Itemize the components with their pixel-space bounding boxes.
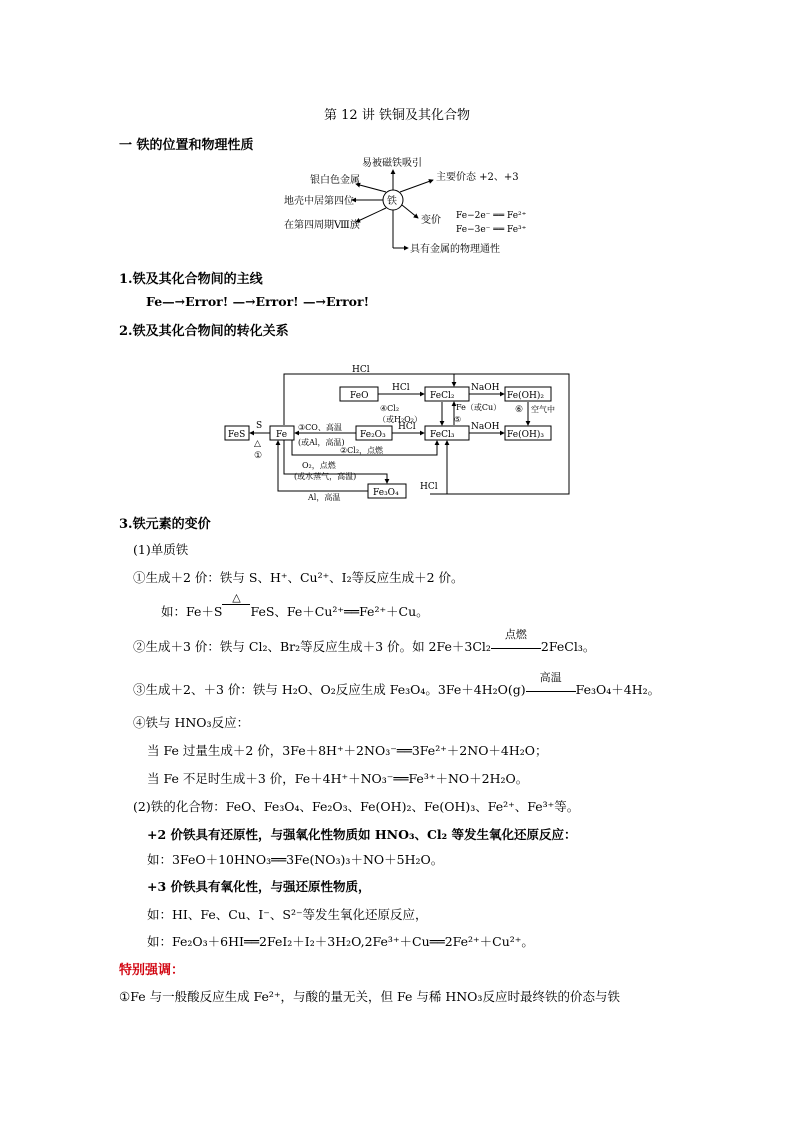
mm-eq1: Fe−2e⁻ ══ Fe²⁺	[456, 211, 527, 221]
mm-right-top: 主要价态 +2、+3	[436, 172, 519, 183]
line-9: +2 价铁具有还原性，与强氧化性物质如 HNO₃、Cl₂ 等发生氧化还原反应：	[147, 827, 577, 842]
d-al: Al，高温	[308, 493, 341, 502]
line-10: 如：3FeO＋10HNO₃══3Fe(NO₃)₃＋NO＋5H₂O。	[147, 852, 444, 867]
d-tri: △	[254, 439, 261, 449]
d-r2: ②Cl₂，点燃	[340, 446, 384, 455]
mm-top: 易被磁铁吸引	[362, 158, 422, 169]
line-3: ②生成＋3 价：铁与 Cl₂、Br₂等反应生成＋3 价。如 2Fe＋3Cl₂ 点燃 2FeCl₃。	[133, 628, 596, 654]
d-air: 空气中	[531, 405, 555, 414]
d-r4b: （或H₂O₂）	[378, 415, 422, 424]
d-hcl2: HCl	[398, 422, 416, 432]
line-4: ③生成＋2、＋3 价：铁与 H₂O、O₂反应生成 Fe₃O₄。3Fe＋4H₂O(g) 高温 Fe₃O₄＋4H₂。	[133, 671, 661, 697]
line-6: 当 Fe 过量生成＋2 价，3Fe＋8H⁺＋2NO₃⁻══3Fe²⁺＋2NO＋4H₂O；	[147, 743, 548, 758]
d-hcl-top: HCl	[352, 365, 370, 375]
d-fecl3: FeCl₃	[430, 430, 455, 440]
line-13: 如：Fe₂O₃＋6HI══2FeI₂＋I₂＋3H₂O,2Fe³⁺＋Cu══2Fe²⁺＋Cu²⁺。	[147, 934, 534, 949]
line-11: +3 价铁具有氧化性，与强还原性物质，	[147, 879, 371, 894]
d-fes: FeS	[228, 430, 246, 440]
d-o2a: O₂，点燃	[302, 461, 336, 470]
d-r3b: (或Al，高温)	[298, 438, 345, 447]
d-r6: ⑥	[515, 405, 524, 415]
mm-valence: 变价	[421, 215, 441, 226]
mainline-text: Fe—→Error! —→Error! —→Error!	[146, 294, 370, 309]
d-s: S	[256, 421, 263, 431]
mm-eq2: Fe−3e⁻ ══ Fe³⁺	[456, 225, 527, 235]
d-fe2o3: Fe₂O₃	[360, 430, 386, 440]
d-feo: FeO	[350, 391, 369, 401]
d-hcl3: HCl	[420, 482, 438, 492]
d-hcl1: HCl	[392, 383, 410, 393]
line-5: ④铁与 HNO₃反应：	[133, 715, 250, 730]
d-r5: Fe（或Cu）	[456, 403, 502, 412]
d-fecl2: FeCl₂	[430, 391, 455, 401]
mm-left-bottom: 在第四周期Ⅷ族	[284, 220, 360, 231]
d-r3a: ③CO、高温	[298, 423, 342, 432]
mm-left-top: 银白色金属	[310, 175, 360, 186]
heading-mainline: 1.铁及其化合物间的主线	[119, 272, 263, 287]
heading-conversion: 2.铁及其化合物间的转化关系	[119, 324, 289, 339]
d-fe: Fe	[276, 430, 288, 440]
line-14: ①Fe 与一般酸反应生成 Fe²⁺，与酸的量无关，但 Fe 与稀 HNO₃反应时最终铁的价态与铁	[119, 989, 620, 1004]
conversion-diagram	[222, 362, 574, 502]
para-element: (1)单质铁	[133, 542, 189, 557]
d-c1: ①	[254, 451, 263, 461]
line-1: ①生成＋2 价：铁与 S、H⁺、Cu²⁺、I₂等反应生成＋2 价。	[133, 570, 464, 585]
line-12: 如：HI、Fe、Cu、I⁻、S²⁻等发生氧化还原反应，	[147, 907, 428, 922]
d-naoh2: NaOH	[471, 422, 500, 432]
d-feoh3: Fe(OH)₃	[507, 430, 544, 440]
d-fe3o4: Fe₃O₄	[373, 488, 399, 498]
d-c5: ⑤	[454, 415, 462, 424]
line-8: (2)铁的化合物：FeO、Fe₃O₄、Fe₂O₃、Fe(OH)₂、Fe(OH)₃、Fe²⁺、Fe³⁺等。	[133, 799, 580, 814]
mm-bottom: 具有金属的物理通性	[410, 244, 500, 255]
d-naoh1: NaOH	[471, 383, 500, 393]
line-7: 当 Fe 不足时生成＋3 价，Fe＋4H⁺＋NO₃⁻══Fe³⁺＋NO＋2H₂O。	[147, 771, 529, 786]
iron-property-mind-map	[270, 152, 570, 262]
line-2: 如：Fe＋S △ FeS、Fe＋Cu²⁺══Fe²⁺＋Cu。	[161, 591, 429, 619]
section-heading-1: 一 铁的位置和物理性质	[119, 138, 254, 153]
mm-left-mid: 地壳中居第四位	[284, 196, 354, 207]
d-o2b: (或水蒸气，高温)	[294, 472, 357, 481]
page-title: 第 12 讲 铁铜及其化合物	[324, 108, 470, 123]
center-label: 铁	[387, 196, 397, 207]
d-feoh2: Fe(OH)₂	[507, 391, 544, 401]
special-note-heading: 特别强调：	[119, 963, 185, 978]
heading-valence: 3.铁元素的变价	[119, 517, 211, 532]
d-r4a: ④Cl₂	[380, 404, 400, 413]
